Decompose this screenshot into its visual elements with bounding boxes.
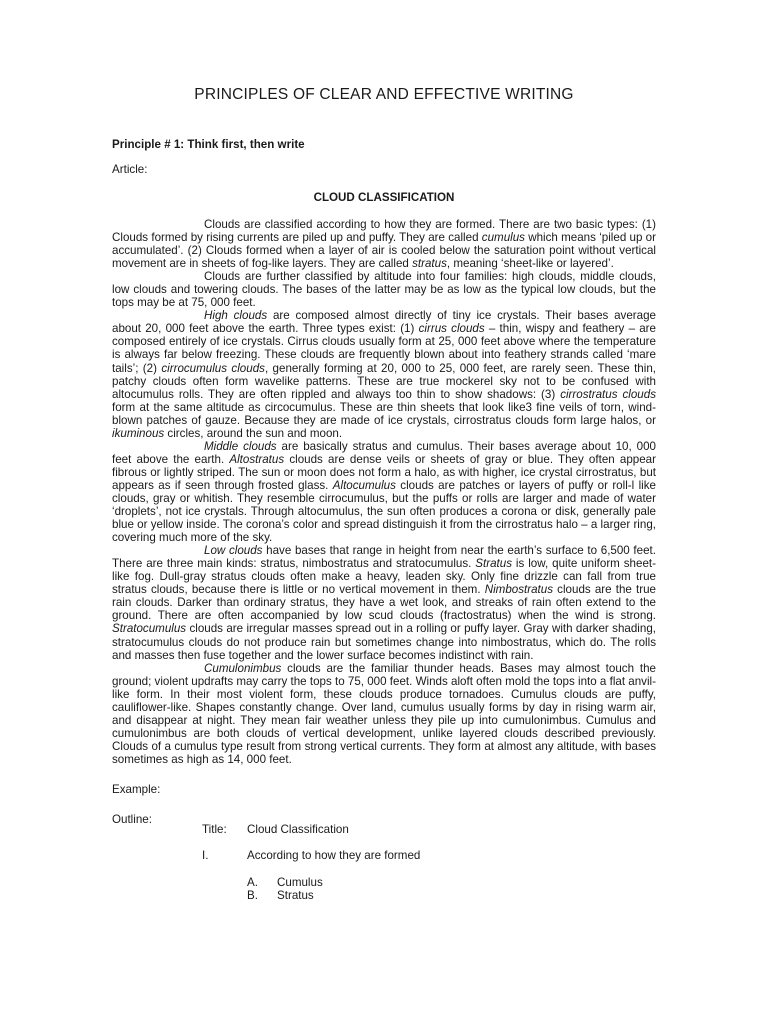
outline-item-row — [202, 849, 656, 862]
outline-title-key: Title: — [202, 822, 227, 836]
outline-label: Outline: — [112, 812, 152, 826]
paragraph-text: clouds are dense veils or sheets of gray or blue. They often appear fibrous or lightly striped. The sun or moon does not form a halo, as with higher, ice crystal cirrostratus, but appears as if seen through frosted glass. — [112, 452, 656, 492]
article-paragraph — [112, 309, 656, 439]
italic-term: cumulus — [481, 231, 525, 245]
paragraph-text: clouds are irregular masses spread out in a rolling or puffy layer. Gray with darker shading, stratocumulus clouds do not produce rain but sometimes change into nimbostratus, which do. The rolls and masses then fuse together and the lower surface becomes indistinct with rain. — [112, 622, 656, 662]
outline-sub-items — [202, 876, 656, 903]
paragraph-text: which means ‘piled up or accumulated’. (2) Clouds formed when a layer of air is cooled below the saturation point without vertical movement are in sheets of fog-like layers. They are called — [112, 231, 656, 271]
italic-term: Low clouds — [204, 544, 263, 558]
principle-heading: Principle # 1: Think first, then write — [112, 138, 305, 151]
paragraph-text: clouds are the familiar thunder heads. Bases may almost touch the ground; violent updrafts may carry the tops to 75, 000 feet. Winds aloft often mold the tops into a flat anvil-like form. In their most violent form, these clouds produce tornadoes. Cumulus clouds are puffy, cauliflower-like. Shapes constantly change. Over land, cumulus usually forms by day in rising warm air, and disappear at night. They mean fair weather unless they pile up into cumulonimbus. Cumulus and cumulonimbus are both clouds of vertical development, unlike layered clouds described previously. Clouds of a cumulus type result from strong vertical currents. They form at almost any altitude, with bases sometimes as high as 14, 000 feet. — [112, 661, 656, 766]
italic-term: Altostratus — [229, 452, 285, 466]
italic-term: cirrus clouds — [418, 322, 485, 336]
italic-term: cirrocumulus clouds — [161, 361, 265, 375]
paragraph-text: are basically stratus and cumulus. Their bases average about 10, 000 feet above the earth. — [112, 439, 656, 466]
outline-sub-value: Stratus — [277, 888, 314, 902]
paragraph-text: form at the same altitude as circocumulus. These are thin sheets that look like3 fine veils of torn, wind-blown patches of gauze. Because they are made of ice crystals, cirrostratus clouds form large halos, or — [112, 400, 656, 427]
italic-term: stratus — [412, 257, 447, 271]
outline-sub-item — [247, 876, 656, 889]
article-title: CLOUD CLASSIFICATION — [313, 191, 455, 204]
paragraph-text: , meaning ‘sheet-like or layered’. — [446, 257, 614, 271]
paragraph-text: clouds are the true rain clouds. Darker than ordinary stratus, they have a wet look, and streaks of rain often extend to the ground. There are often accompanied by low scud clouds (fractostratus) when the wind is strong. — [112, 583, 656, 623]
article-paragraph — [112, 218, 656, 270]
paragraph-text: , generally forming at 20, 000 to 25, 000 feet, are rarely seen. These thin, patchy clouds often form wavelike patterns. These are true mockerel sky not to be confused with altocumulus rolls. They are often rippled and always too thin to show shadows: (3) — [112, 361, 656, 401]
italic-term: High clouds — [204, 309, 268, 323]
example-label: Example: — [112, 782, 161, 796]
paragraph-text: clouds are patches or layers of puffy or roll-l like clouds, gray or whitish. They resemble cirrocumulus, but the puffs or rolls are larger and made of water ‘droplets’, not ice crystals. Through altocumulus, the sun often produces a corona or disk, generally pale blue or yellow inside. The corona’s color and spread distinguish it from the cirrostratus halo – a larger ring, covering much more of the sky. — [112, 478, 656, 545]
paragraph-text: Clouds are further classified by altitude into four families: high clouds, middle clouds, low clouds and towering clouds. The bases of the latter may be as low as the typical low clouds, but the tops may be at 75, 000 feet. — [112, 270, 656, 310]
outline-sub-value: Cumulus — [277, 875, 323, 889]
article-paragraph — [112, 544, 656, 661]
outline-sub-key: A. — [247, 875, 258, 889]
article-body — [112, 218, 656, 766]
paragraph-text: – thin, wispy and feathery – are composed entirely of ice crystals. Cirrus clouds usually form at 25, 000 feet above where the temperature is always far below freezing. These clouds are frequently blown about into feathery strands called ‘mare tails’; (2) — [112, 322, 656, 375]
italic-term: cirrostratus clouds — [560, 387, 656, 401]
paragraph-text: circles, around the sun and moon. — [164, 426, 343, 440]
italic-term: Nimbostratus — [484, 583, 554, 597]
article-paragraph — [112, 440, 656, 544]
outline-sub-key: B. — [247, 888, 258, 902]
outline-title-row — [202, 823, 656, 836]
outline-item-key: I. — [202, 849, 209, 863]
article-paragraph — [112, 662, 656, 766]
article-paragraph — [112, 270, 656, 309]
outline-sub-item — [247, 889, 656, 902]
outline — [112, 823, 656, 902]
outline-title-value: Cloud Classification — [247, 822, 349, 836]
italic-term: Stratocumulus — [112, 622, 187, 636]
paragraph-text: Clouds are classified according to how they are formed. There are two basic types: (1) Clouds formed by rising currents are piled up and puffy. They are called — [112, 218, 656, 245]
italic-term: Middle clouds — [204, 439, 277, 453]
italic-term: Cumulonimbus — [204, 661, 282, 675]
paragraph-text: have bases that range in height from near the earth’s surface to 6,500 feet. There are three main kinds: stratus, nimbostratus and stratocumulus. — [112, 544, 656, 571]
document-title: PRINCIPLES OF CLEAR AND EFFECTIVE WRITING — [194, 86, 574, 103]
paragraph-text: is low, quite uniform sheet- like fog. Dull-gray stratus clouds often make a heavy, leaden sky. Only fine drizzle can fall from true stratus clouds, because there is little or no vertical movement in them. — [112, 557, 656, 597]
paragraph-text: are composed almost directly of tiny ice crystals. Their bases average about 20, 000 feet above the earth. Three types exist: (1) — [112, 309, 656, 336]
italic-term: Altocumulus — [332, 478, 396, 492]
outline-item-value: According to how they are formed — [247, 849, 421, 863]
italic-term: Stratus — [475, 557, 513, 571]
italic-term: ikuminous — [112, 426, 165, 440]
article-label: Article: — [112, 163, 148, 176]
